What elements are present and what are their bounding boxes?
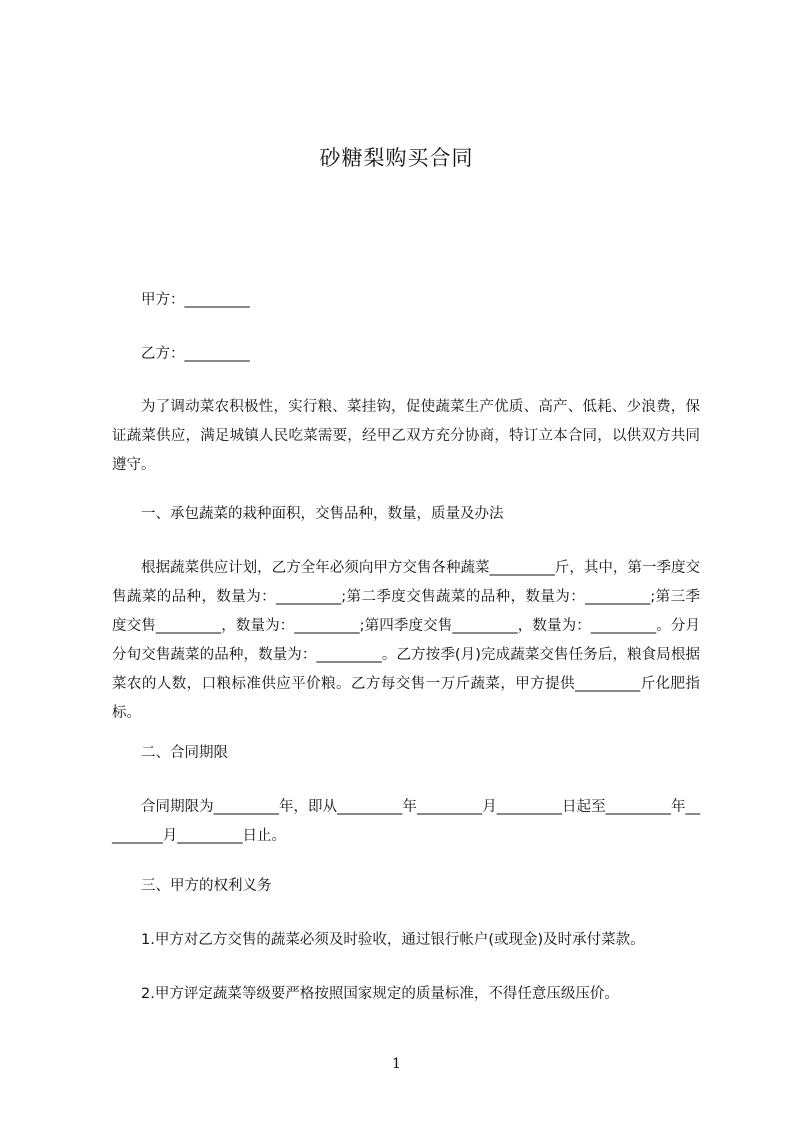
section-3-item-1: 1.甲方对乙方交售的蔬菜必须及时验收，通过银行帐户(或现金)及时承付菜款。 (141, 932, 645, 948)
section-2-body: 合同期限为_________年，即从_________年_________月_________日起至_________年_________月_________日止。 (112, 799, 700, 844)
document-title: 砂糖梨购买合同 (319, 146, 474, 170)
section-3-heading: 三、甲方的权利义务 (141, 878, 272, 894)
section-1-body: 根据蔬菜供应计划，乙方全年必须向甲方交售各种蔬菜_________斤，其中，第一季度交售蔬菜的品种，数量为：_________;第二季度交售蔬菜的品种，数量为：_________;第三季度交售_________，数量为：_________;第四季度交售_________，数量为：_________。分月分旬交售蔬菜的品种，数量为：_________。乙方按季(月)完成蔬菜交售任务后，粮食局根据菜农的人数，口粮标准供应平价粮。乙方每交售一万斤蔬菜，甲方提供_________斤化肥指标。 (112, 560, 700, 721)
party-b-line: 乙方：_________ (141, 346, 250, 362)
party-a-line: 甲方：_________ (141, 292, 250, 308)
section-1-heading: 一、承包蔬菜的栽种面积，交售品种，数量，质量及办法 (141, 506, 504, 522)
intro-paragraph: 为了调动菜农积极性，实行粮、菜挂钩，促使蔬菜生产优质、高产、低耗、少浪费，保证蔬菜供应，满足城镇人民吃菜需要，经甲乙双方充分协商，特订立本合同，以供双方共同遵守。 (112, 399, 700, 473)
section-2-heading: 二、合同期限 (141, 745, 228, 761)
page-number: 1 (392, 1056, 401, 1072)
section-3-item-2: 2.甲方评定蔬菜等级要严格按照国家规定的质量标准，不得任意压级压价。 (141, 986, 619, 1002)
